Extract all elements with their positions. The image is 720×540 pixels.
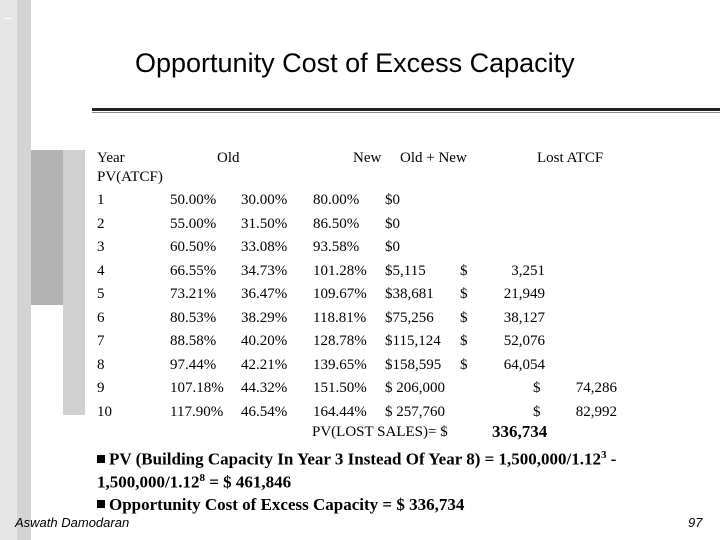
- header-old-plus-new: Old + New: [400, 150, 467, 166]
- cell-new: 34.73%: [241, 262, 288, 279]
- slide-title: Opportunity Cost of Excess Capacity: [135, 48, 575, 78]
- cell-old-plus-new: 164.44%: [313, 403, 367, 420]
- cell-old-plus-new: 93.58%: [313, 239, 360, 255]
- cell-lost-atcf: $0: [385, 215, 400, 232]
- cell-lost-atcf: $115,124: [385, 333, 441, 349]
- bullet-text: PV (Building Capacity In Year 3 Instead Of Year 8) = 1,500,000/1.12: [109, 449, 602, 469]
- cell-year: 4: [97, 262, 105, 279]
- cell-lost-atcf: $38,681: [385, 286, 434, 302]
- cell-old-plus-new: 118.81%: [313, 309, 367, 326]
- cell-old-plus-new: 86.50%: [313, 215, 360, 232]
- header-lost-atcf: Lost ATCF: [537, 150, 604, 166]
- title-rule: [92, 108, 720, 111]
- cell-new: 40.20%: [241, 333, 288, 349]
- cell-pv-dollar: $: [533, 403, 541, 420]
- cell-pv-atcf: 3,251: [511, 262, 545, 279]
- cell-lost-atcf: $0: [385, 239, 400, 255]
- bullet-pv-building-cont: [97, 472, 291, 493]
- cell-old: 60.50%: [170, 239, 217, 255]
- cell-old: 55.00%: [170, 215, 217, 232]
- cell-pv-dollar: $: [460, 262, 468, 279]
- cell-year: 9: [97, 380, 105, 396]
- pv-lost-sales-label: PV(LOST SALES)= $: [312, 424, 448, 440]
- cell-year: 2: [97, 215, 105, 232]
- cell-year: 7: [97, 333, 105, 349]
- cell-year: 1: [97, 192, 105, 208]
- decor-block-dark: [31, 150, 63, 305]
- cell-old: 88.58%: [170, 333, 217, 349]
- cell-pv-dollar: $: [460, 333, 468, 349]
- cell-old-plus-new: 139.65%: [313, 356, 367, 373]
- cell-year: 8: [97, 356, 105, 373]
- decor-bar-left: [0, 0, 17, 540]
- cell-pv-atcf: 38,127: [503, 309, 545, 326]
- header-old: Old: [217, 150, 240, 166]
- decor-tick: [4, 18, 12, 19]
- cell-year: 6: [97, 309, 105, 326]
- cell-pv-atcf: 64,054: [503, 356, 545, 373]
- cell-pv-dollar: $: [533, 380, 541, 396]
- cell-pv-atcf: 74,286: [575, 380, 617, 396]
- bullet-opportunity-cost: [97, 495, 464, 515]
- cell-pv-dollar: $: [460, 286, 468, 302]
- cell-old-plus-new: 101.28%: [313, 262, 367, 279]
- cell-year: 10: [97, 403, 112, 420]
- cell-lost-atcf: $5,115: [385, 262, 426, 279]
- cell-old-plus-new: 109.67%: [313, 286, 367, 302]
- decor-bar-left-2: [17, 0, 31, 540]
- cell-year: 5: [97, 286, 105, 302]
- cell-pv-atcf: 52,076: [503, 333, 545, 349]
- cell-new: 44.32%: [241, 380, 288, 396]
- superscript: 8: [199, 472, 205, 484]
- cell-new: 38.29%: [241, 309, 288, 326]
- cell-old: 66.55%: [170, 262, 217, 279]
- cell-old: 97.44%: [170, 356, 217, 373]
- cell-new: 31.50%: [241, 215, 288, 232]
- decor-block-light: [63, 150, 85, 415]
- bullet-text: = $ 461,846: [204, 472, 292, 492]
- cell-old-plus-new: 80.00%: [313, 192, 360, 208]
- cell-lost-atcf: $0: [385, 192, 400, 208]
- cell-new: 46.54%: [241, 403, 288, 420]
- cell-lost-atcf: $ 257,760: [385, 403, 445, 420]
- footer-author: Aswath Damodaran: [15, 515, 130, 530]
- bullet-pv-building: [97, 449, 616, 470]
- cell-old: 117.90%: [170, 403, 224, 420]
- cell-old: 73.21%: [170, 286, 217, 302]
- bullet-square-icon: [97, 500, 105, 508]
- pv-lost-sales-value: 336,734: [492, 422, 548, 441]
- bullet-text: Opportunity Cost of Excess Capacity = $ 336,734: [109, 495, 465, 514]
- cell-old: 50.00%: [170, 192, 217, 208]
- header-year: Year: [97, 150, 125, 166]
- title-rule-thin: [92, 112, 720, 113]
- cell-old-plus-new: 128.78%: [313, 333, 367, 349]
- cell-lost-atcf: $ 206,000: [385, 380, 445, 396]
- header-new: New: [353, 150, 382, 166]
- cell-lost-atcf: $158,595: [385, 356, 442, 373]
- page-number: 97: [688, 515, 703, 530]
- cell-year: 3: [97, 239, 105, 255]
- bullet-text: -: [606, 449, 617, 469]
- cell-lost-atcf: $75,256: [385, 309, 434, 326]
- cell-pv-dollar: $: [460, 356, 468, 373]
- bullet-text: 1,500,000/1.12: [97, 472, 200, 492]
- cell-new: 36.47%: [241, 286, 288, 302]
- cell-old: 107.18%: [170, 380, 224, 396]
- cell-new: 33.08%: [241, 239, 288, 255]
- cell-new: 30.00%: [241, 192, 288, 208]
- cell-new: 42.21%: [241, 356, 288, 373]
- header-pv-atcf: PV(ATCF): [97, 169, 163, 185]
- superscript: 3: [601, 449, 607, 461]
- cell-pv-dollar: $: [460, 309, 468, 326]
- cell-old-plus-new: 151.50%: [313, 380, 367, 396]
- cell-pv-atcf: 21,949: [503, 286, 545, 302]
- cell-pv-atcf: 82,992: [575, 403, 617, 420]
- bullet-square-icon: [97, 455, 105, 463]
- cell-old: 80.53%: [170, 309, 217, 326]
